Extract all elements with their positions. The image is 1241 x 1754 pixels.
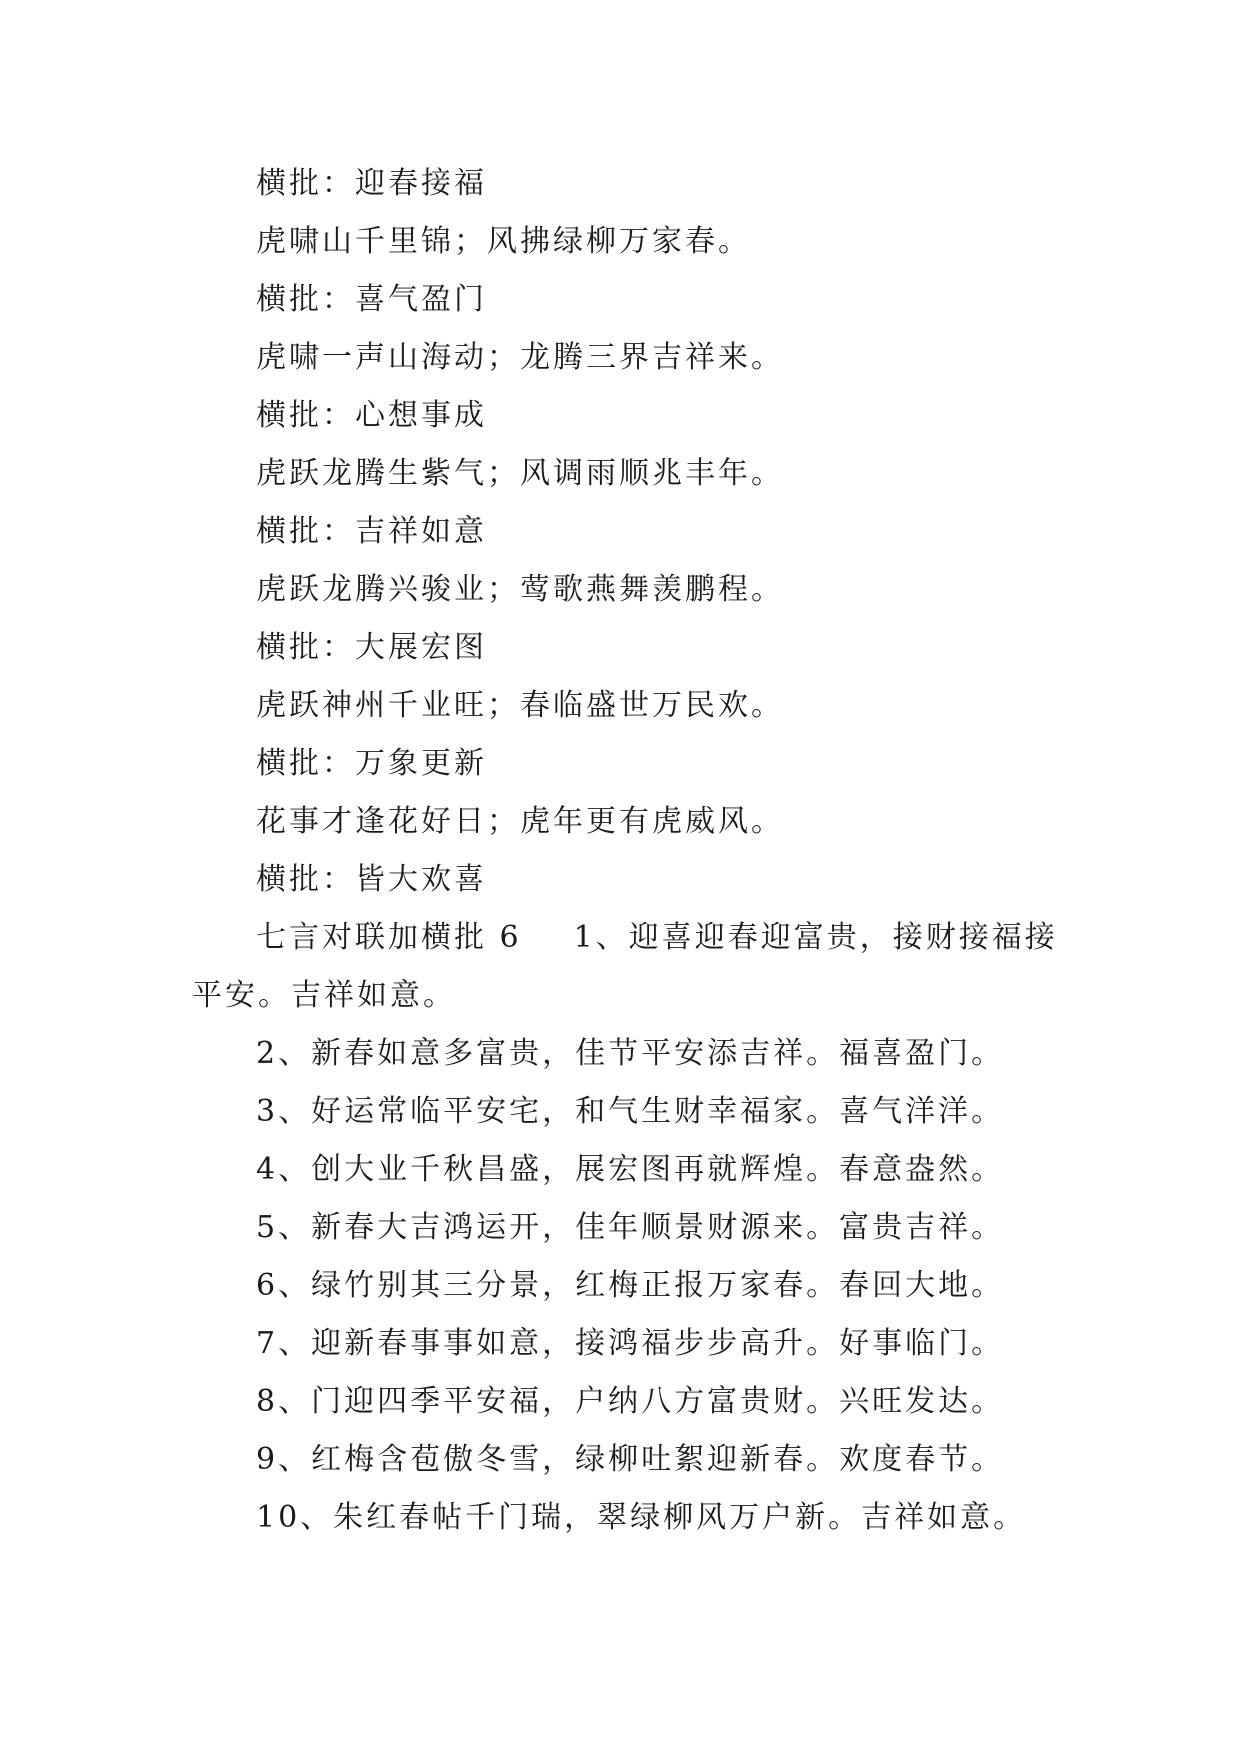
text-line: 横批：大展宏图 [256, 630, 487, 665]
text-line: 横批：皆大欢喜 [256, 862, 487, 897]
list-item: 10、朱红春帖千门瑞，翠绿柳风万户新。吉祥如意。 [256, 1500, 1027, 1535]
list-item: 5、新春大吉鸿运开，佳年顺景财源来。富贵吉祥。 [256, 1210, 1005, 1245]
list-item: 4、创大业千秋昌盛，展宏图再就辉煌。春意盎然。 [256, 1152, 1005, 1187]
text-line: 虎啸山千里锦；风拂绿柳万家春。 [256, 224, 751, 259]
text-line: 横批：喜气盈门 [256, 282, 487, 317]
text-line: 虎跃神州千业旺；春临盛世万民欢。 [256, 688, 784, 723]
list-item: 6、绿竹别其三分景，红梅正报万家春。春回大地。 [256, 1268, 1005, 1303]
text-line: 横批：吉祥如意 [256, 514, 487, 549]
list-item: 3、好运常临平安宅，和气生财幸福家。喜气洋洋。 [256, 1094, 1005, 1129]
text-line: 花事才逢花好日；虎年更有虎威风。 [256, 804, 784, 839]
text-line: 虎跃龙腾生紫气；风调雨顺兆丰年。 [256, 456, 784, 491]
section-line [192, 916, 1136, 960]
text-line: 横批：心想事成 [256, 398, 487, 433]
list-item: 2、新春如意多富贵，佳节平安添吉祥。福喜盈门。 [256, 1036, 1005, 1071]
list-item: 8、门迎四季平安福，户纳八方富贵财。兴旺发达。 [256, 1384, 1005, 1419]
text-line: 虎啸一声山海动；龙腾三界吉祥来。 [256, 340, 784, 375]
text-line: 横批：万象更新 [256, 746, 487, 781]
list-item: 9、红梅含苞傲冬雪，绿柳吐絮迎新春。欢度春节。 [256, 1442, 1005, 1477]
section-title: 七言对联加横批 6 [256, 920, 522, 955]
first-item-line1: 1、迎喜迎春迎富贵，接财接福接 [573, 920, 1058, 955]
first-item-continuation: 平安。吉祥如意。 [192, 978, 456, 1013]
list-item: 7、迎新春事事如意，接鸿福步步高升。好事临门。 [256, 1326, 1005, 1361]
text-line: 虎跃龙腾兴骏业；莺歌燕舞羡鹏程。 [256, 572, 784, 607]
text-line: 横批：迎春接福 [256, 166, 487, 201]
